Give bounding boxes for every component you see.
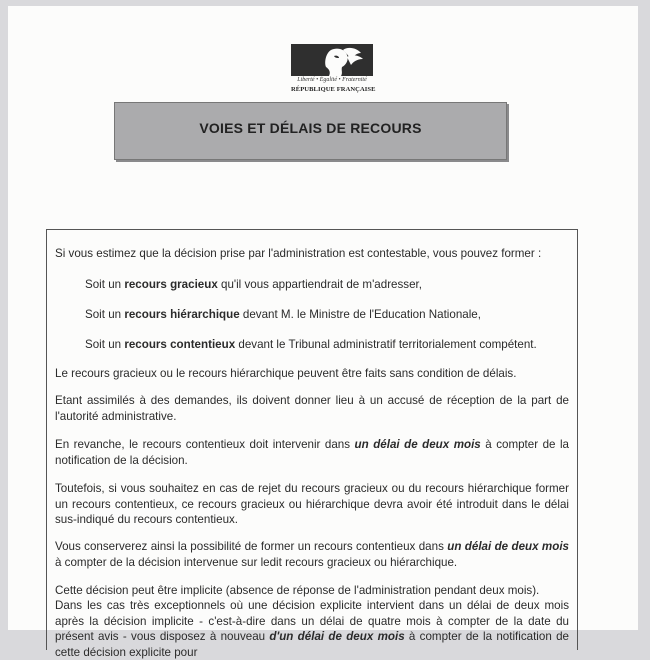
paragraph-explicit-decision: Dans les cas très exceptionnels où une décision explicite intervient dans un délai de deux mois après la décision implicite - c'est-à-dire dans un délai de quatre mois à compter de la date du présent avis - vous disposez à nouveau d'un délai de deux mois à compter de la notification de cette décision explicite pour — [55, 599, 569, 659]
paragraph-implicit-decision: Cette décision peut être implicite (absence de réponse de l'administration pendant deux mois). — [55, 584, 540, 597]
page-title: VOIES ET DÉLAIS DE RECOURS — [199, 120, 422, 136]
republic-motto: Liberté • Égalité • Fraternité — [297, 77, 367, 83]
option-recours-gracieux: Soit un recours gracieux qu'il vous appartiendrait de m'adresser, — [85, 278, 422, 291]
republique-francaise-logo — [291, 44, 377, 100]
intro-paragraph: Si vous estimez que la décision prise par l'administration est contestable, vous pouvez former : — [55, 247, 542, 260]
document-page — [8, 6, 638, 659]
option-recours-hierarchique: Soit un recours hiérarchique devant M. le Ministre de l'Education Nationale, — [85, 308, 481, 321]
paragraph-preserved-right: Vous conserverez ainsi la possibilité de former un recours contentieux dans un délai de deux mois à compter de la décision intervenue sur ledit recours gracieux ou hiérarchique. — [55, 540, 569, 569]
paragraph-no-delay: Le recours gracieux ou le recours hiérarchique peuvent être faits sans condition de délais. — [55, 367, 517, 380]
republique-francaise-label: RÉPUBLIQUE FRANÇAISE — [291, 86, 376, 93]
option-recours-contentieux: Soit un recours contentieux devant le Tribunal administratif territorialement compétent. — [85, 338, 537, 351]
paragraph-rejection: Toutefois, si vous souhaitez en cas de rejet du recours gracieux ou du recours hiérarchique former un recours contentieux, ce recours gracieux ou hiérarchique devra avoir été introduit dans le délai sus-indiqué du recours contentieux. — [55, 482, 569, 526]
marianne-emblem-icon — [291, 44, 373, 76]
paragraph-contentious-delay: En revanche, le recours contentieux doit intervenir dans un délai de deux mois à compter de la notification de la décision. — [55, 438, 569, 467]
title-banner — [114, 102, 507, 160]
paragraph-acknowledgement: Etant assimilés à des demandes, ils doivent donner lieu à un accusé de réception de la part de l'autorité administrative. — [55, 394, 569, 423]
recourse-info-box — [46, 229, 578, 659]
